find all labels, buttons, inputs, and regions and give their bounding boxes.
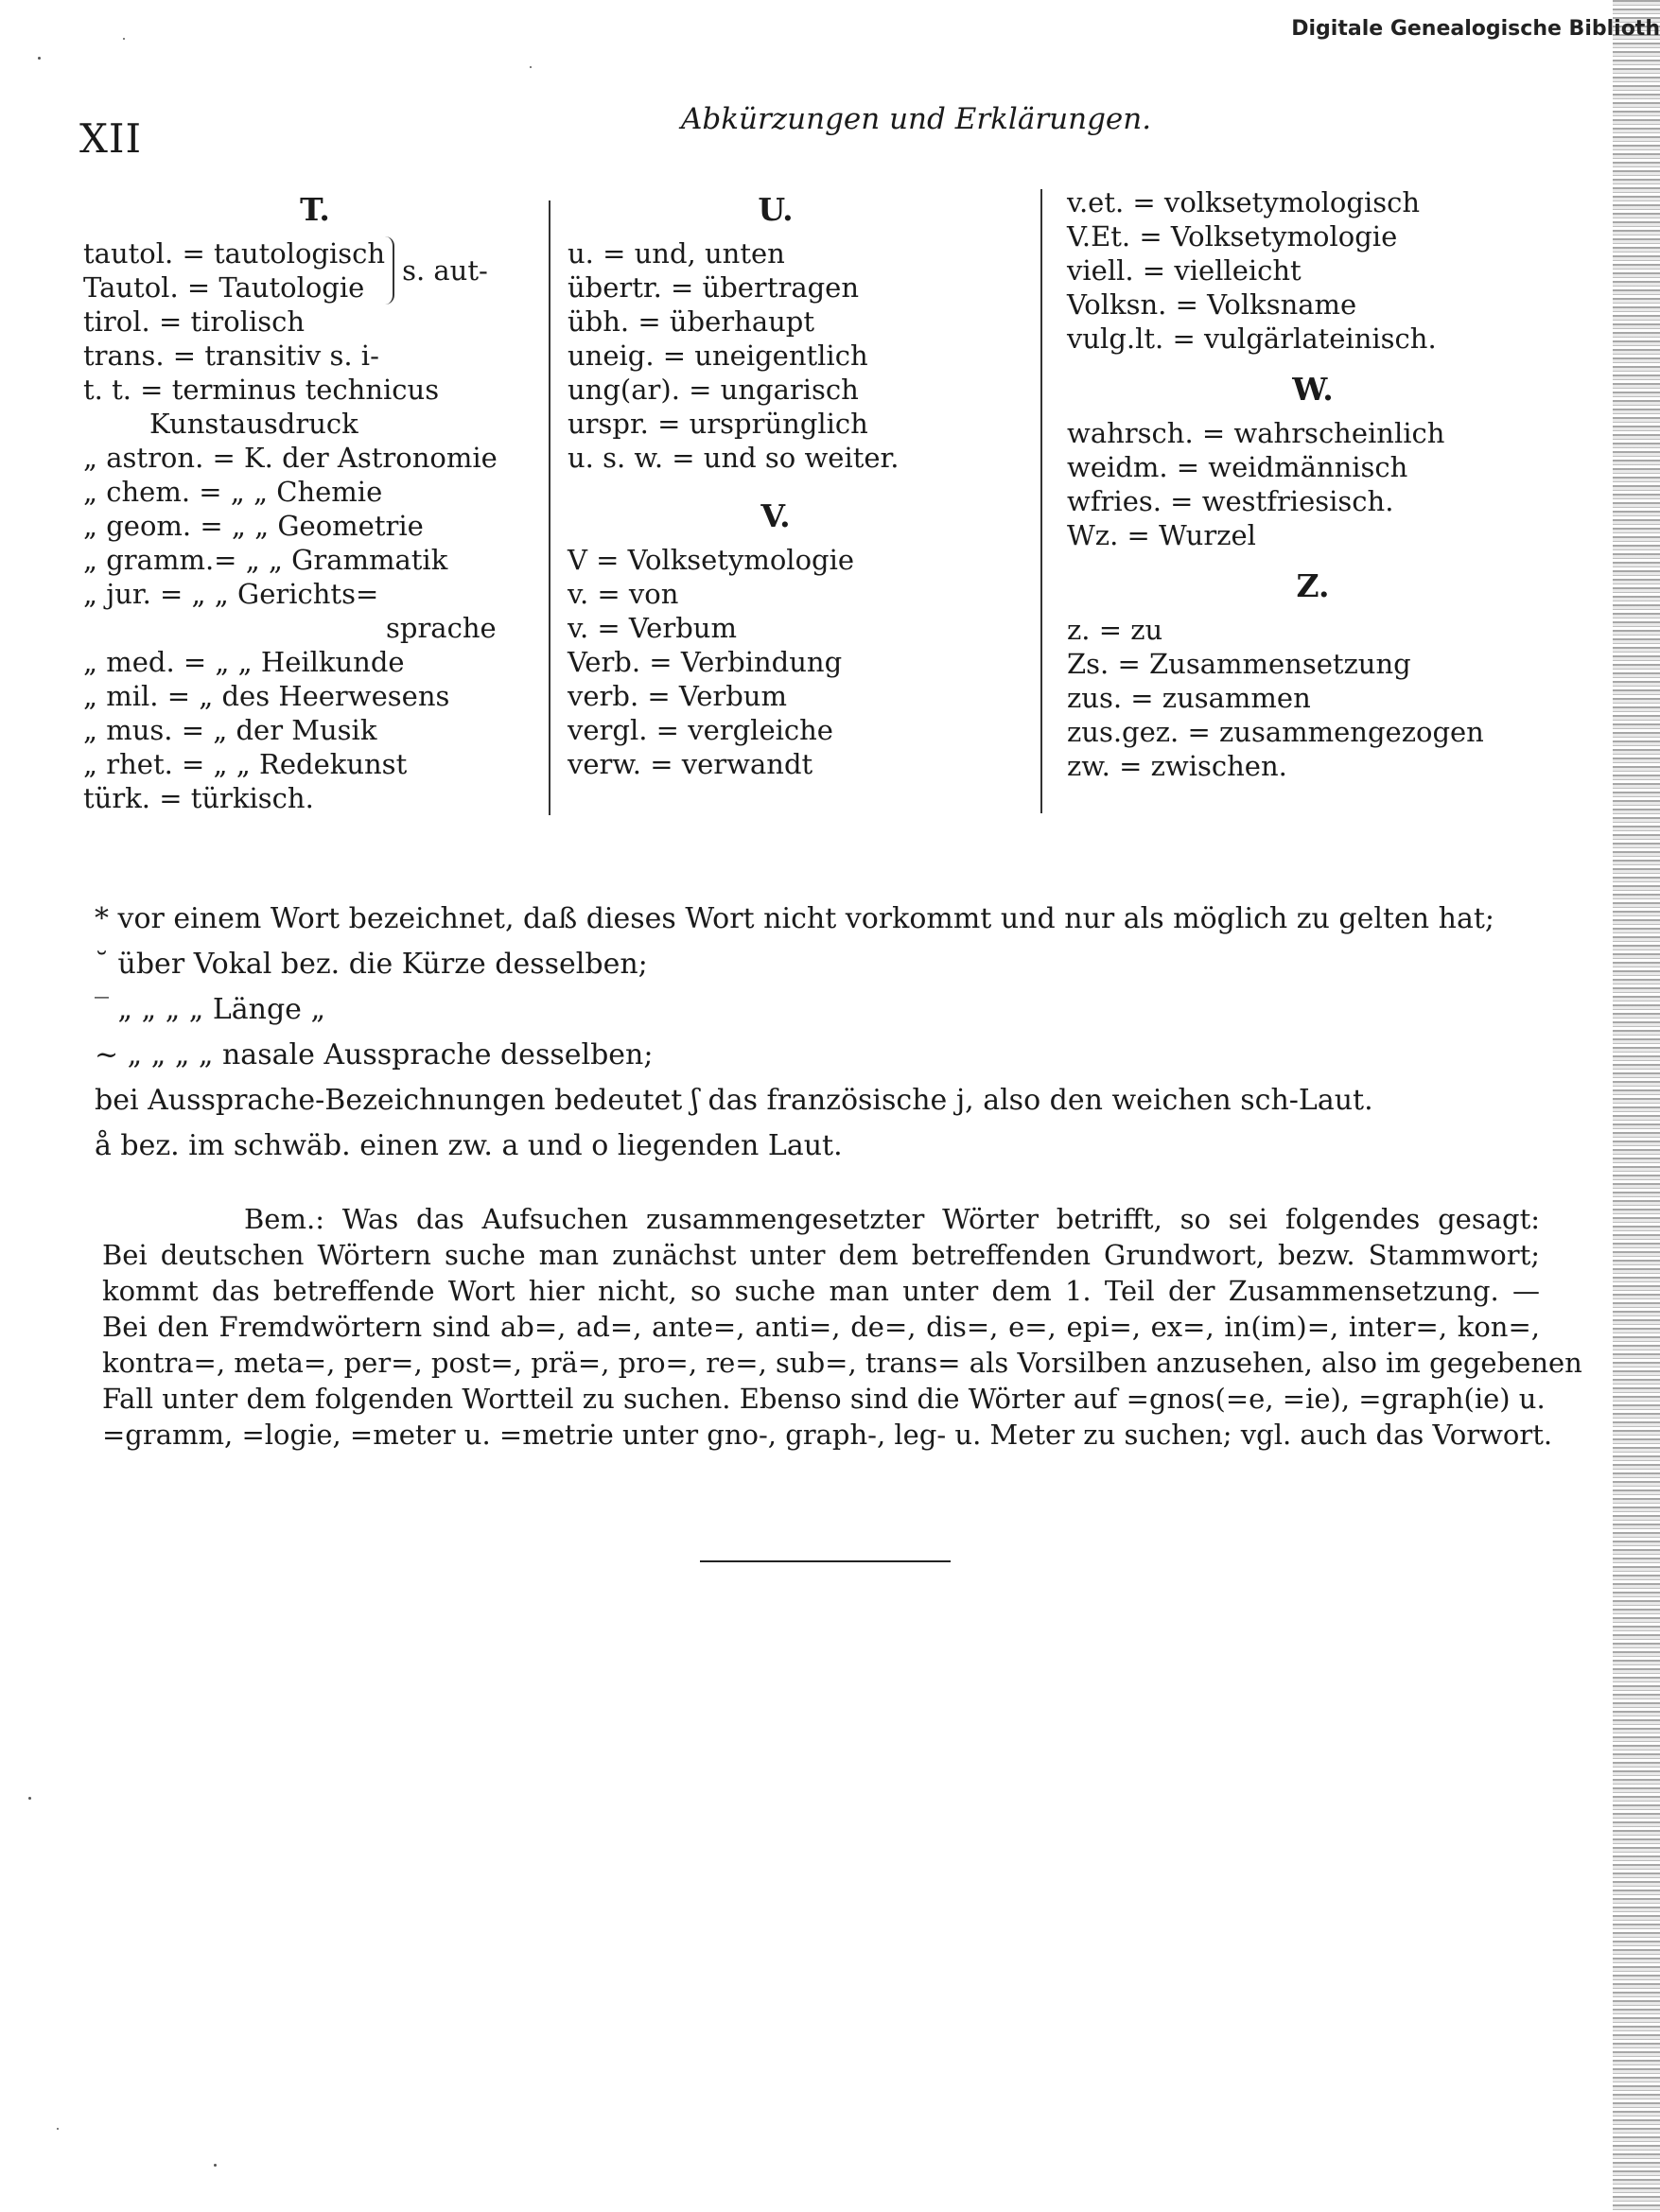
- symbol-note: ‾ „ „ „ „ Länge „: [95, 993, 326, 1026]
- abbrev-entry: viell. = vielleicht: [1067, 254, 1302, 287]
- abbrev-column-vwz: [1067, 185, 1559, 783]
- abbrev-entry: urspr. = ursprünglich: [568, 408, 868, 440]
- abbrev-entry: „ jur. = „ „ Gerichts=: [83, 578, 379, 610]
- remark-line: kontra=, meta=, per=, post=, prä=, pro=, re=, sub=, trans= als Vorsilben anzusehen, also im gegebenen: [102, 1347, 1582, 1379]
- symbol-notes: [95, 897, 1570, 1169]
- abbrev-entry: u. = und, unten: [568, 237, 785, 270]
- abbrev-column-uv: [568, 189, 984, 781]
- abbrev-entry: „ med. = „ „ Heilkunde: [83, 646, 405, 678]
- page-title: Abkürzungen und Erklärungen.: [681, 102, 1152, 136]
- abbrev-entry: V.Et. = Volksetymologie: [1067, 220, 1398, 253]
- bracket-group: [83, 236, 547, 305]
- remark-line: kommt das betreffende Wort hier nicht, so suche man unter dem 1. Teil der Zusammensetzung. —: [102, 1275, 1540, 1307]
- symbol-note: å bez. im schwäb. einen zw. a und o liegenden Laut.: [95, 1129, 843, 1162]
- scan-speck: [28, 1797, 31, 1800]
- symbol-note: ˘ über Vokal bez. die Kürze desselben;: [95, 948, 648, 981]
- end-rule: [700, 1560, 951, 1562]
- scan-speck: [38, 57, 41, 60]
- abbrev-entry: Kunstausdruck: [149, 408, 358, 440]
- abbrev-entry: Volksn. = Volksname: [1067, 288, 1357, 321]
- remark-paragraph: [102, 1201, 1582, 1453]
- abbrev-entry: „ rhet. = „ „ Redekunst: [83, 748, 408, 780]
- abbrev-entry: v. = von: [568, 578, 679, 610]
- abbrev-entry: „ gramm.= „ „ Grammatik: [83, 544, 448, 576]
- watermark: Digitale Genealogische Biblioth: [1291, 17, 1660, 41]
- remark-line: Fall unter dem folgenden Wortteil zu suchen. Ebenso sind die Wörter auf =gnos(=e, =ie), =graph(ie) u.: [102, 1383, 1546, 1415]
- column-divider: [549, 200, 550, 815]
- scan-speck: [57, 2128, 59, 2130]
- abbrev-entry: tirol. = tirolisch: [83, 305, 306, 338]
- abbrev-entry: „ geom. = „ „ Geometrie: [83, 510, 424, 542]
- abbrev-entry: Wz. = Wurzel: [1067, 519, 1256, 551]
- abbrev-entry: „ astron. = K. der Astronomie: [83, 442, 498, 474]
- bracket-note: s. aut-: [402, 254, 488, 287]
- abbrev-entry: zus.gez. = zusammengezogen: [1067, 716, 1484, 748]
- scan-speck: [530, 66, 532, 68]
- abbrev-entry: „ chem. = „ „ Chemie: [83, 476, 383, 508]
- remark-line: =gramm, =logie, =meter u. =metrie unter gno-, graph-, leg- u. Meter zu suchen; vgl. auch das Vorwort.: [102, 1419, 1553, 1451]
- abbrev-entry: „ mus. = „ der Musik: [83, 714, 377, 746]
- abbrev-entry: v. = Verbum: [568, 612, 737, 644]
- abbrev-entry: wfries. = westfriesisch.: [1067, 485, 1394, 517]
- abbrev-entry: ung(ar). = ungarisch: [568, 374, 859, 406]
- abbrev-entry: v.et. = volksetymologisch: [1067, 186, 1421, 218]
- section-heading-v: V.: [760, 497, 791, 534]
- remark-line: Bem.: Was das Aufsuchen zusammengesetzter Wörter betrifft, so sei folgendes gesagt:: [244, 1203, 1540, 1235]
- abbrev-entry: trans. = transitiv s. i-: [83, 340, 379, 372]
- abbrev-entry: „ mil. = „ des Heerwesens: [83, 680, 450, 712]
- abbrev-entry: übertr. = übertragen: [568, 271, 860, 304]
- abbrev-entry: vulg.lt. = vulgärlateinisch.: [1067, 322, 1437, 355]
- abbrev-entry: verb. = Verbum: [568, 680, 787, 712]
- abbrev-entry: Zs. = Zusammensetzung: [1067, 648, 1411, 680]
- abbrev-entry: zw. = zwischen.: [1067, 750, 1287, 782]
- abbrev-entry: Verb. = Verbindung: [568, 646, 843, 678]
- abbrev-column-t: [83, 189, 547, 815]
- abbrev-entry: V = Volksetymologie: [568, 544, 855, 576]
- abbrev-entry: zus. = zusammen: [1067, 682, 1311, 714]
- scanned-page-edge: [1613, 0, 1660, 2212]
- abbrev-entry: vergl. = vergleiche: [568, 714, 833, 746]
- abbrev-entry: wahrsch. = wahrscheinlich: [1067, 417, 1445, 449]
- symbol-note: ~ „ „ „ „ nasale Aussprache desselben;: [95, 1038, 654, 1071]
- abbrev-entry: uneig. = uneigentlich: [568, 340, 868, 372]
- remark-line: Bei deutschen Wörtern suche man zunächst unter dem betreffenden Grundwort, bezw. Stammwort;: [102, 1239, 1540, 1271]
- abbrev-entry: z. = zu: [1067, 614, 1163, 646]
- scan-speck: [214, 2164, 217, 2167]
- abbrev-entry: sprache: [386, 612, 497, 644]
- section-heading-t: T.: [300, 191, 330, 228]
- section-heading-w: W.: [1292, 371, 1334, 408]
- abbrev-entry: verw. = verwandt: [568, 748, 813, 780]
- abbrev-entry: u. s. w. = und so weiter.: [568, 442, 900, 474]
- page-number: XII: [79, 115, 143, 162]
- abbrev-entry: Tautol. = Tautologie: [83, 271, 365, 304]
- remark-line: Bei den Fremdwörtern sind ab=, ad=, ante=, anti=, de=, dis=, e=, epi=, ex=, in(im)=, inter=, kon=,: [102, 1311, 1540, 1343]
- abbrev-entry: türk. = türkisch.: [83, 782, 314, 814]
- scan-speck: [123, 38, 125, 40]
- abbrev-entry: weidm. = weidmännisch: [1067, 451, 1408, 483]
- abbrev-entry: t. t. = terminus technicus: [83, 374, 440, 406]
- symbol-note: bei Aussprache-Bezeichnungen bedeutet ʃ das französische j, also den weichen sch-Laut.: [95, 1084, 1373, 1117]
- abbrev-entry: übh. = überhaupt: [568, 305, 814, 338]
- section-heading-z: Z.: [1296, 567, 1330, 604]
- section-heading-u: U.: [758, 191, 794, 228]
- column-divider: [1040, 189, 1042, 813]
- symbol-note: * vor einem Wort bezeichnet, daß dieses Wort nicht vorkommt und nur als möglich zu gelten hat;: [95, 902, 1494, 935]
- bracket-lines: [83, 236, 394, 305]
- abbrev-entry: tautol. = tautologisch: [83, 237, 386, 270]
